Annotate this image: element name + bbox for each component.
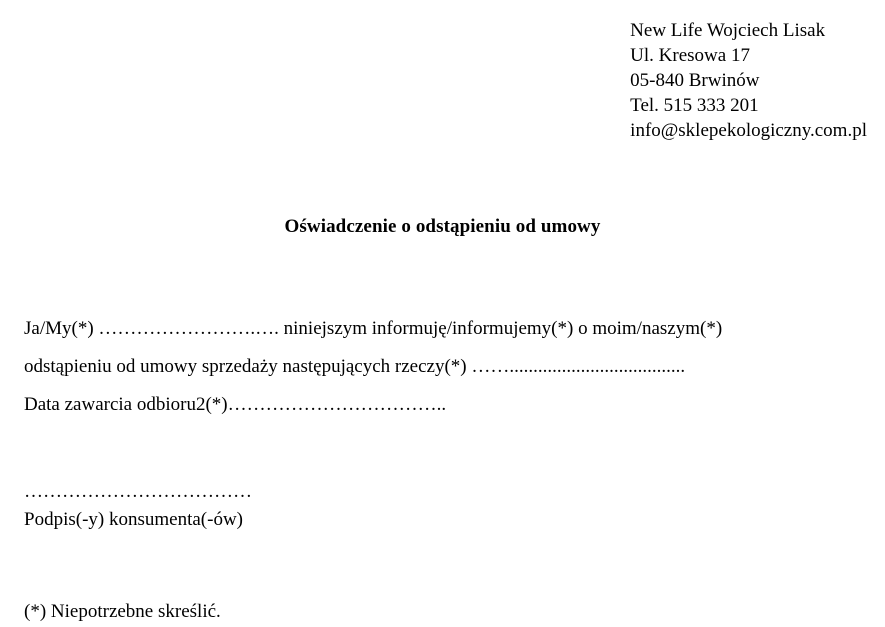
signature-label: Podpis(-y) konsumenta(-ów) — [24, 509, 243, 530]
company-city: 05-840 Brwinów — [630, 70, 760, 91]
company-name: New Life Wojciech Lisak — [630, 20, 826, 41]
declaration-line-1: Ja/My(*) …………………….…. niniejszym informuję/informujemy(*) o moim/naszym(*) — [24, 318, 723, 339]
company-street: Ul. Kresowa 17 — [630, 45, 750, 66]
page-title: Oświadczenie o odstąpieniu od umowy — [284, 216, 601, 237]
company-phone: Tel. 515 333 201 — [630, 95, 759, 116]
signature-dotted-line: ……………………………… — [24, 481, 252, 502]
company-email: info@sklepekologiczny.com.pl — [630, 120, 867, 141]
footnote: (*) Niepotrzebne skreślić. — [24, 601, 221, 622]
declaration-line-3: Data zawarcia odbioru2(*)…………………………….. — [24, 394, 447, 415]
signature-block — [24, 478, 252, 534]
declaration-body — [24, 310, 864, 424]
declaration-line-2: odstąpieniu od umowy sprzedaży następujących rzeczy(*) ……..................................... — [24, 356, 686, 377]
company-address-block — [630, 18, 867, 143]
